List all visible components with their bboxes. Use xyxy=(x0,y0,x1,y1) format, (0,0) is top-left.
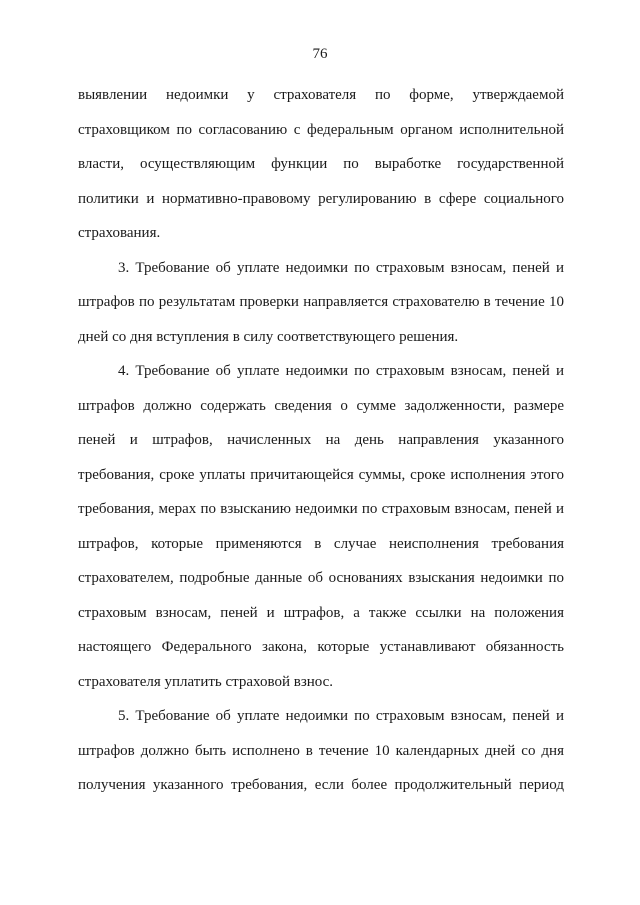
paragraph-item-5 xyxy=(78,699,564,803)
text-line: требования, сроке уплаты причитающейся суммы, сроке исполнения этого xyxy=(78,466,564,483)
text-line: выявлении недоимки у страхователя по форме, утверждаемой xyxy=(78,87,564,103)
text-line: страхования. xyxy=(78,225,161,241)
paragraph-item-4 xyxy=(78,354,564,699)
text-line: штрафов должно содержать сведения о сумме задолженности, размере xyxy=(78,397,564,414)
paragraph-continuation xyxy=(78,78,564,251)
text-line: требования, мерах по взысканию недоимки по страховым взносам, пеней и xyxy=(78,501,564,517)
text-line: настоящего Федерального закона, которые устанавливают обязанность xyxy=(78,639,564,655)
text-line: штрафов должно быть исполнено в течение 10 календарных дней со дня xyxy=(78,742,564,759)
text-line: страховым взносам, пеней и штрафов, а также ссылки на положения xyxy=(78,604,564,621)
text-line: штрафов по результатам проверки направляется страхователю в течение 10 xyxy=(78,294,564,310)
text-line: 5. Требование об уплате недоимки по страховым взносам, пеней и xyxy=(118,708,564,724)
text-line: получения указанного требования, если более продолжительный период xyxy=(78,777,564,793)
text-line: страховщиком по согласованию с федеральным органом исполнительной xyxy=(78,121,564,138)
text-line: 3. Требование об уплате недоимки по страховым взносам, пеней и xyxy=(118,259,564,276)
text-line: 4. Требование об уплате недоимки по страховым взносам, пеней и xyxy=(118,363,564,379)
text-line: штрафов, которые применяются в случае неисполнения требования xyxy=(78,535,564,552)
page-number: 76 xyxy=(312,46,328,62)
text-line: страхователем, подробные данные об основаниях взыскания недоимки по xyxy=(78,570,564,586)
document-body xyxy=(78,78,564,803)
text-line: дней со дня вступления в силу соответствующего решения. xyxy=(78,328,459,345)
text-line: политики и нормативно-правовому регулированию в сфере социального xyxy=(78,190,564,207)
text-line: страхователя уплатить страховой взнос. xyxy=(78,673,334,690)
text-line: власти, осуществляющим функции по выработке государственной xyxy=(78,156,564,172)
text-line: пеней и штрафов, начисленных на день направления указанного xyxy=(78,432,564,448)
paragraph-item-3 xyxy=(78,251,564,355)
